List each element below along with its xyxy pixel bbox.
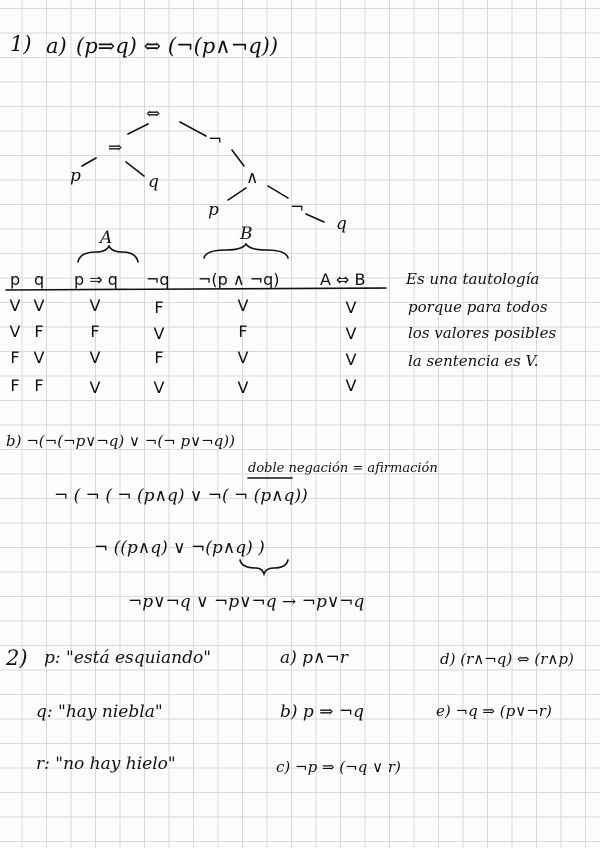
tree-node-q: q [148, 172, 159, 192]
tree-edge [128, 124, 148, 134]
tree-edge [126, 162, 144, 176]
table-cell: V [33, 296, 45, 315]
definition-r: r: "no hay hielo" [36, 754, 176, 774]
table-cell: F [238, 322, 248, 341]
conclusion-line: Es una tautología [406, 270, 540, 288]
definition-p: p: "está esquiando" [44, 648, 212, 668]
tree-node-iff: ⇔ [146, 104, 161, 124]
tree-edge [232, 150, 244, 166]
table-cell: F [10, 376, 20, 395]
exercise-2-number: 2) [6, 646, 28, 670]
table-cell: V [237, 348, 249, 367]
table-cell: V [345, 298, 357, 317]
exercise-1b-step-3: ¬p∨¬q ∨ ¬p∨¬q → ¬p∨¬q [128, 592, 365, 612]
exercise-1b-step-2: ¬ ((p∧q) ∨ ¬(p∧q) ) [94, 538, 265, 558]
tree-node-q2: q [336, 214, 347, 234]
exercise-2a: a) p∧¬r [280, 648, 348, 668]
label-A: A [100, 228, 113, 248]
label-B: B [240, 224, 253, 244]
table-header-implication: p ⇒ q [74, 270, 118, 289]
tree-edge [268, 186, 288, 198]
table-cell: V [33, 348, 45, 367]
conclusion-line: la sentencia es V. [408, 352, 539, 370]
tree-edge [228, 188, 246, 200]
exercise-2d: d) (r∧¬q) ⇔ (r∧p) [440, 650, 574, 668]
table-cell: V [89, 378, 101, 397]
table-cell: V [9, 296, 21, 315]
exercise-1a-label: a) [46, 34, 67, 58]
table-header-not-q: ¬q [146, 270, 170, 289]
table-header-A-iff-B: A ⇔ B [320, 270, 366, 289]
tree-edge [306, 214, 324, 222]
exercise-1-number: 1) [10, 32, 32, 56]
table-cell: F [34, 376, 44, 395]
tree-edge [82, 158, 96, 166]
definition-q: q: "hay niebla" [36, 702, 163, 722]
exercise-2e: e) ¬q ⇒ (p∨¬r) [436, 702, 552, 720]
table-cell: F [34, 322, 44, 341]
table-cell: V [237, 296, 249, 315]
double-negation-note: doble negación = afirmación [248, 461, 438, 476]
exercise-1b-step-1: ¬ ( ¬ ( ¬ (p∧q) ∨ ¬( ¬ (p∧q)) [54, 486, 308, 506]
tree-node-and: ∧ [246, 168, 259, 188]
tree-node-p2: p [208, 200, 219, 220]
table-cell: V [89, 296, 101, 315]
table-cell: V [89, 348, 101, 367]
exercise-2c: c) ¬p ⇒ (¬q ∨ r) [276, 758, 401, 776]
exercise-1a-formula: (p⇒q) ⇔ (¬(p∧¬q)) [76, 34, 279, 58]
table-header-B: ¬(p ∧ ¬q) [198, 270, 280, 289]
table-cell: V [345, 376, 357, 395]
tree-node-p: p [70, 166, 81, 186]
table-cell: F [154, 298, 164, 317]
table-cell: F [10, 348, 20, 367]
brace-A [78, 246, 138, 262]
conclusion-line: los valores posibles [408, 324, 557, 342]
brace-B [204, 244, 288, 258]
brace-under [240, 560, 288, 574]
table-cell: V [153, 324, 165, 343]
exercise-1b-formula: b) ¬(¬(¬p∨¬q) ∨ ¬(¬ p∨¬q)) [6, 432, 235, 450]
table-cell: V [153, 378, 165, 397]
tree-edge [180, 122, 206, 136]
tree-node-neg2: ¬ [290, 198, 305, 218]
table-cell: V [9, 322, 21, 341]
exercise-2b: b) p ⇒ ¬q [280, 702, 364, 722]
table-header-q: q [34, 270, 45, 289]
table-cell: F [90, 322, 100, 341]
table-cell: F [154, 348, 164, 367]
tree-node-neg: ¬ [208, 130, 223, 150]
conclusion-line: porque para todos [408, 298, 548, 316]
table-cell: V [345, 324, 357, 343]
table-cell: V [237, 378, 249, 397]
table-cell: V [345, 350, 357, 369]
table-header-p: p [10, 270, 21, 289]
tree-node-implies: ⇒ [108, 138, 123, 158]
